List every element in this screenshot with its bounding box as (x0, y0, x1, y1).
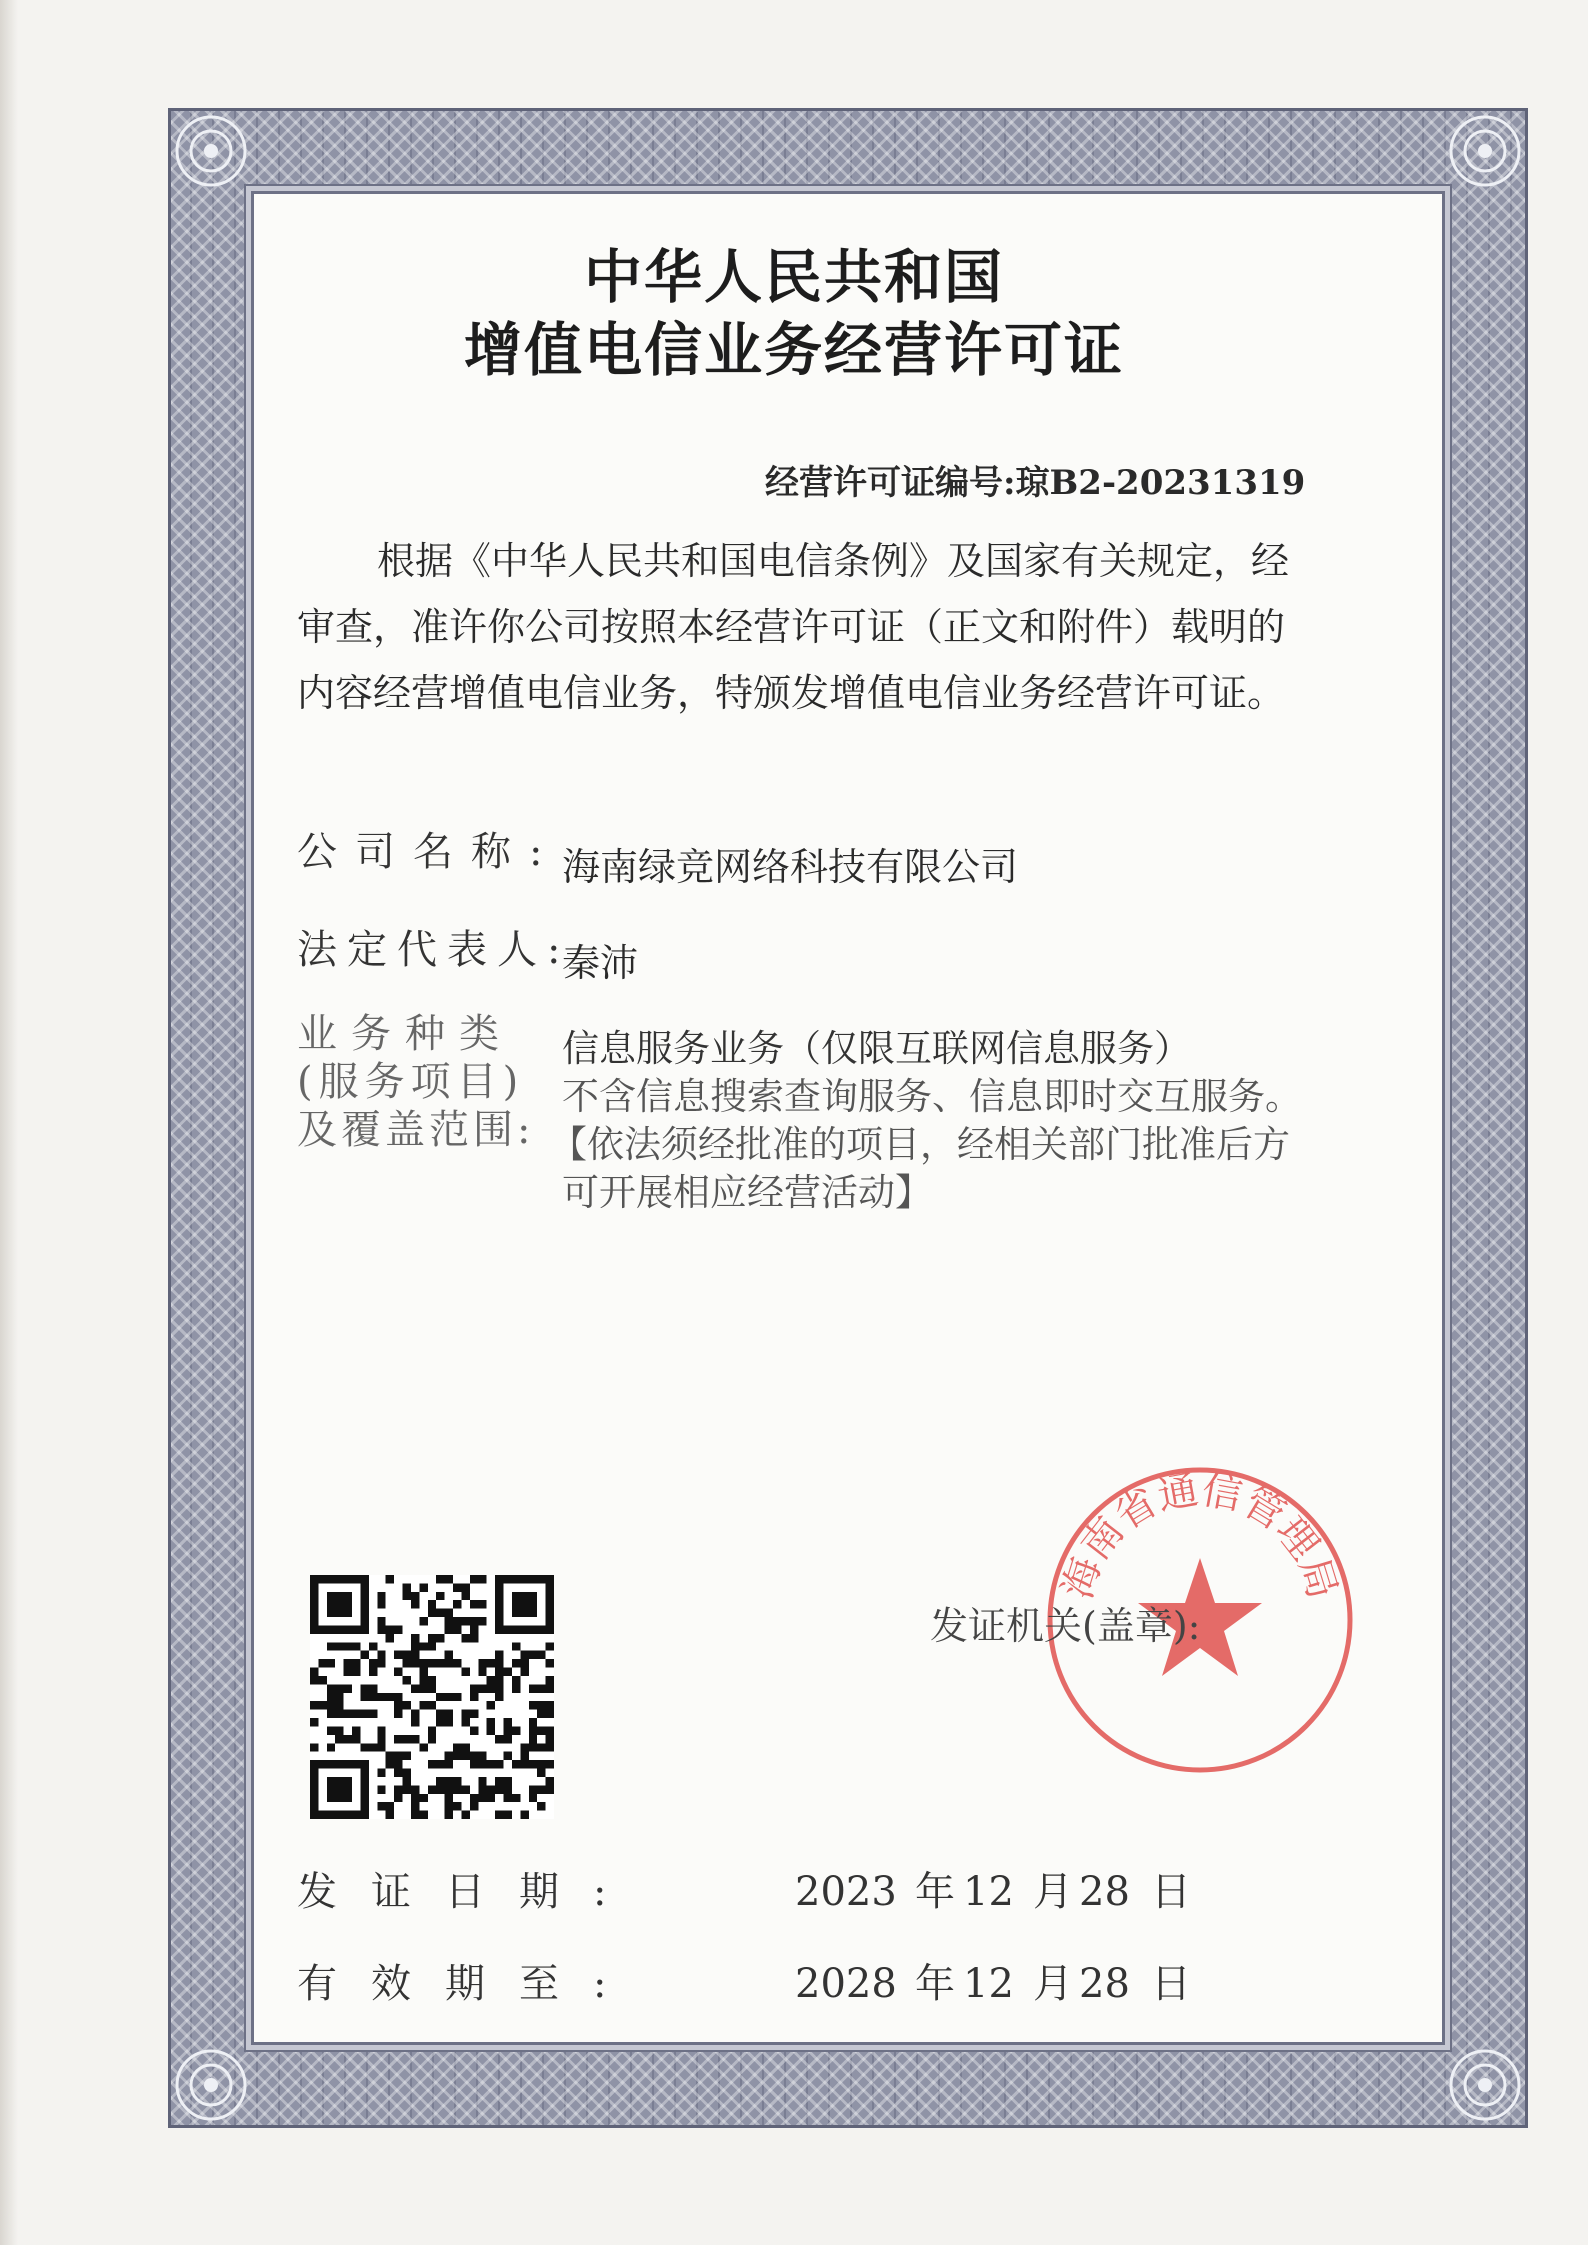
business-scope-line: 信息服务业务（仅限互联网信息服务） (562, 1027, 1191, 1070)
business-scope-label-line: (服务项目) (297, 1059, 525, 1105)
body-line: 内容经营增值电信业务，特颁发增值电信业务经营许可证。 (297, 671, 1286, 715)
company-name-value: 海南绿竞网络科技有限公司 (562, 845, 1019, 889)
company-name-label: 公司名称: (297, 829, 561, 875)
business-scope-line: 可开展相应经营活动】 (562, 1171, 932, 1214)
corner-ornament-icon (168, 2042, 254, 2128)
issue-date-value (795, 1860, 1191, 1917)
month-unit: 月 (1033, 1869, 1073, 1915)
issue-year: 2023 (795, 1869, 897, 1915)
body-line: 根据《中华人民共和国电信条例》及国家有关规定，经 (377, 539, 1290, 583)
body-paragraph (297, 528, 1412, 726)
issuing-authority-label: 发证机关(盖章): (930, 1604, 1201, 1648)
issue-month: 12 (963, 1869, 1014, 1915)
valid-month: 12 (963, 1961, 1014, 2007)
business-scope-label-line: 及覆盖范围: (297, 1107, 535, 1153)
day-unit: 日 (1151, 1961, 1191, 2007)
corner-ornament-icon (1442, 2042, 1528, 2128)
corner-ornament-icon (168, 108, 254, 194)
business-scope-value (550, 1025, 1442, 1217)
valid-day: 28 (1079, 1961, 1130, 2007)
business-scope-label-line: 业务种类 (297, 1011, 513, 1057)
business-scope-label (297, 1010, 534, 1154)
legal-representative-label: 法定代表人: (297, 927, 571, 973)
business-scope-line: 【依法须经批准的项目，经相关部门批准后方 (550, 1123, 1290, 1166)
year-unit: 年 (915, 1961, 955, 2007)
valid-until-value (795, 1952, 1191, 2009)
issue-date-label: 发证日期: (297, 1869, 641, 1915)
valid-until-label: 有效期至: (297, 1961, 641, 2007)
issue-day: 28 (1079, 1869, 1130, 1915)
body-line: 审查，准许你公司按照本经营许可证（正文和附件）载明的 (297, 605, 1286, 649)
seal-text: 海南省通信管理局 (1054, 1466, 1346, 1605)
certificate-title-line2: 增值电信业务经营许可证 (463, 316, 1124, 384)
business-scope-line: 不含信息搜索查询服务、信息即时交互服务。 (562, 1075, 1302, 1118)
day-unit: 日 (1151, 1869, 1191, 1915)
valid-year: 2028 (795, 1961, 897, 2007)
corner-ornament-icon (1442, 108, 1528, 194)
certificate-title-line1: 中华人民共和国 (583, 243, 1004, 311)
qr-code-icon[interactable] (310, 1575, 554, 1819)
license-number: 经营许可证编号:琼B2-20231319 (765, 463, 1306, 503)
year-unit: 年 (915, 1869, 955, 1915)
month-unit: 月 (1033, 1961, 1073, 2007)
legal-representative-value: 秦沛 (562, 941, 639, 985)
